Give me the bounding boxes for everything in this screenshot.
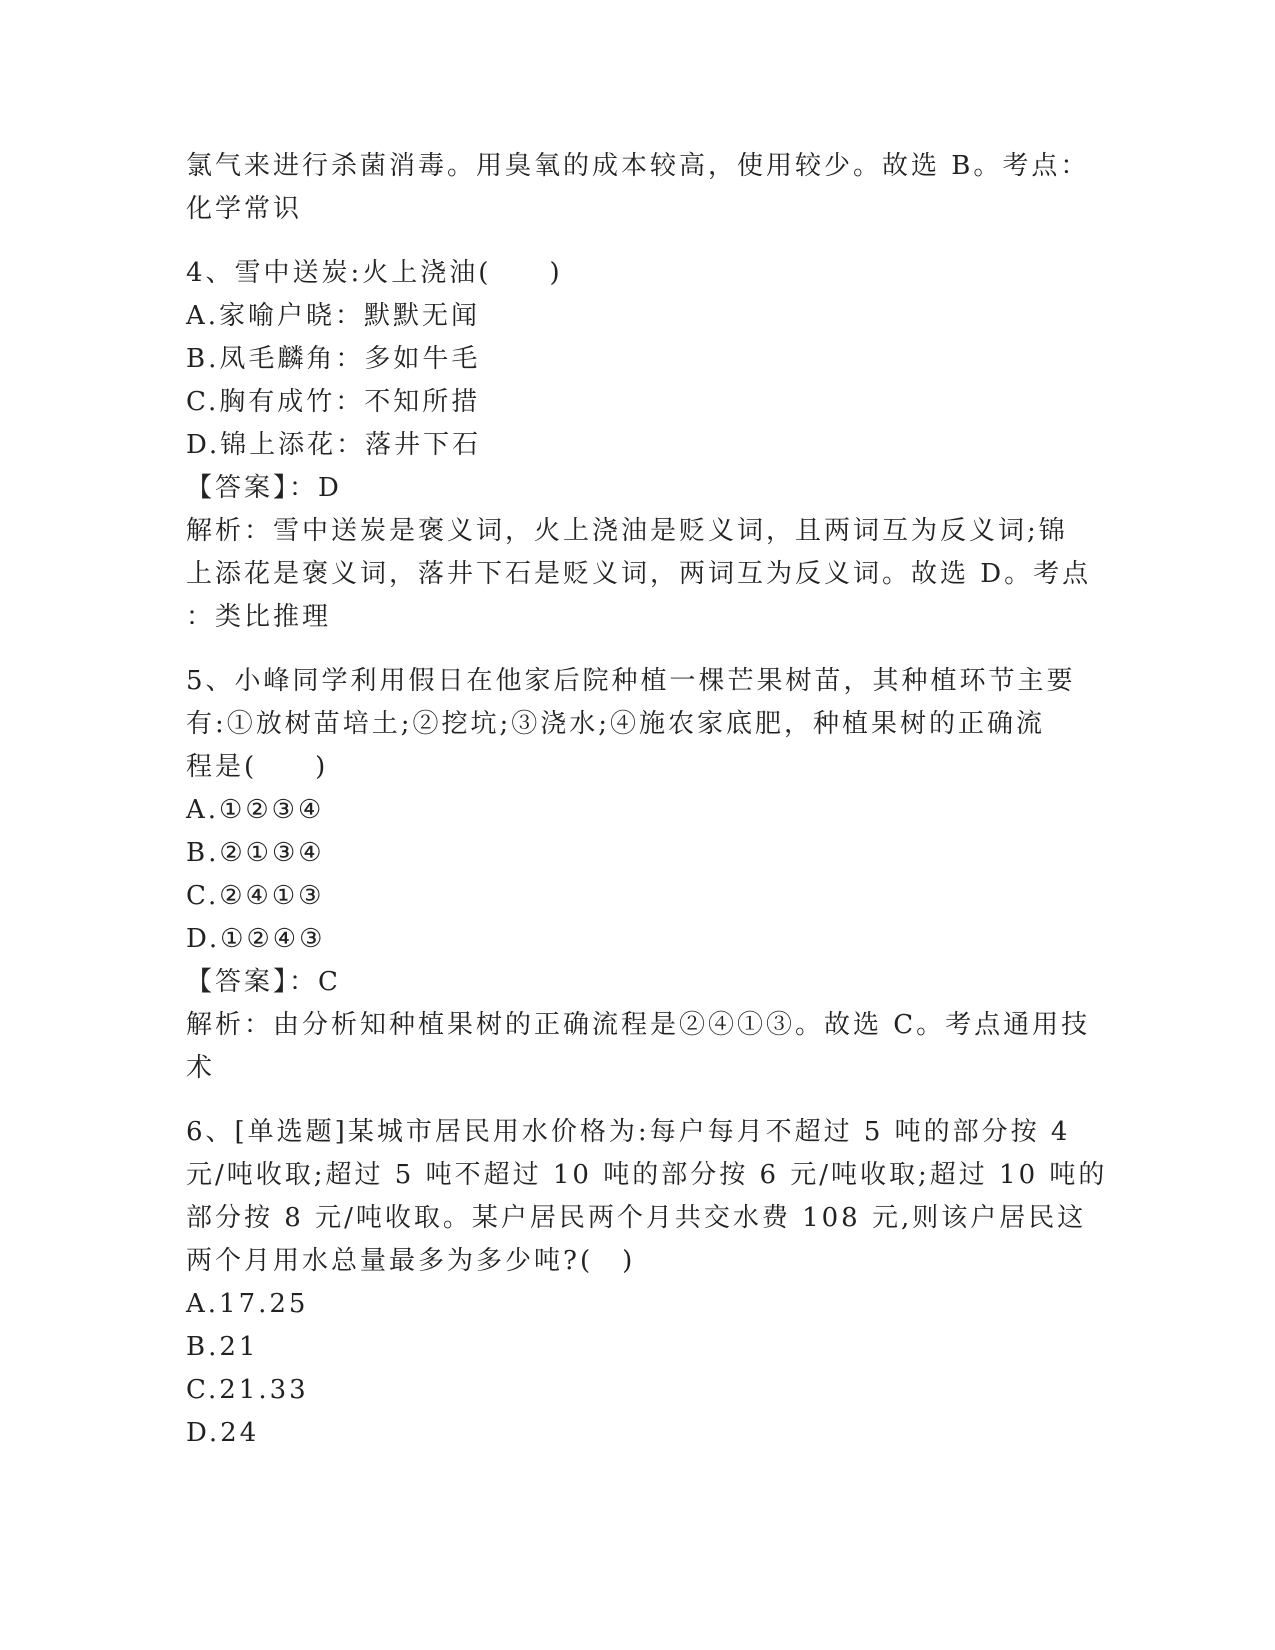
answer: 【答案】：D bbox=[186, 473, 342, 503]
question-5 bbox=[186, 660, 1091, 1090]
intro-line: 化学常识 bbox=[186, 194, 303, 224]
option-c: C.②④①③ bbox=[186, 881, 325, 911]
analysis-line: 解析：由分析知种植果树的正确流程是②④①③。故选 C。考点通用技 bbox=[186, 1010, 1091, 1040]
option-a: A.①②③④ bbox=[186, 795, 325, 825]
question-stem: 5、小峰同学利用假日在他家后院种植一棵芒果树苗，其种植环节主要 bbox=[186, 666, 1076, 696]
option-a: A.家喻户晓：默默无闻 bbox=[186, 301, 481, 331]
option-d: D.①②④③ bbox=[186, 924, 326, 954]
option-b: B.凤毛麟角：多如牛毛 bbox=[186, 344, 481, 374]
option-c: C.胸有成竹：不知所措 bbox=[186, 387, 481, 417]
option-d: D.锦上添花：落井下石 bbox=[186, 430, 482, 460]
analysis-line: ：类比推理 bbox=[186, 602, 332, 632]
option-a: A.17.25 bbox=[186, 1289, 309, 1319]
intro-paragraph bbox=[186, 145, 1090, 231]
question-stem: 4、雪中送炭:火上浇油( ) bbox=[186, 258, 563, 288]
question-stem: 程是( ) bbox=[186, 752, 329, 782]
question-6 bbox=[186, 1111, 1108, 1455]
question-4 bbox=[186, 252, 1092, 639]
option-b: B.②①③④ bbox=[186, 838, 325, 868]
option-c: C.21.33 bbox=[186, 1375, 309, 1405]
question-stem: 部分按 8 元/吨收取。某户居民两个月共交水费 108 元,则该户居民这 bbox=[186, 1203, 1087, 1233]
analysis-line: 解析：雪中送炭是褒义词，火上浇油是贬义词，且两词互为反义词;锦 bbox=[186, 516, 1068, 546]
document-page bbox=[186, 145, 1108, 1455]
question-stem: 两个月用水总量最多为多少吨?( ) bbox=[186, 1246, 636, 1276]
question-stem: 6、[单选题]某城市居民用水价格为:每户每月不超过 5 吨的部分按 4 bbox=[186, 1117, 1071, 1147]
question-stem: 有:①放树苗培土;②挖坑;③浇水;④施农家底肥，种植果树的正确流 bbox=[186, 709, 1046, 739]
question-stem: 元/吨收取;超过 5 吨不超过 10 吨的部分按 6 元/吨收取;超过 10 吨的 bbox=[186, 1160, 1108, 1190]
analysis-line: 上添花是褒义词，落井下石是贬义词，两词互为反义词。故选 D。考点 bbox=[186, 559, 1092, 589]
option-b: B.21 bbox=[186, 1332, 259, 1362]
option-d: D.24 bbox=[186, 1418, 260, 1448]
intro-line: 氯气来进行杀菌消毒。用臭氧的成本较高，使用较少。故选 B。考点： bbox=[186, 151, 1090, 181]
analysis-line: 术 bbox=[186, 1053, 216, 1083]
answer: 【答案】：C bbox=[186, 967, 341, 997]
